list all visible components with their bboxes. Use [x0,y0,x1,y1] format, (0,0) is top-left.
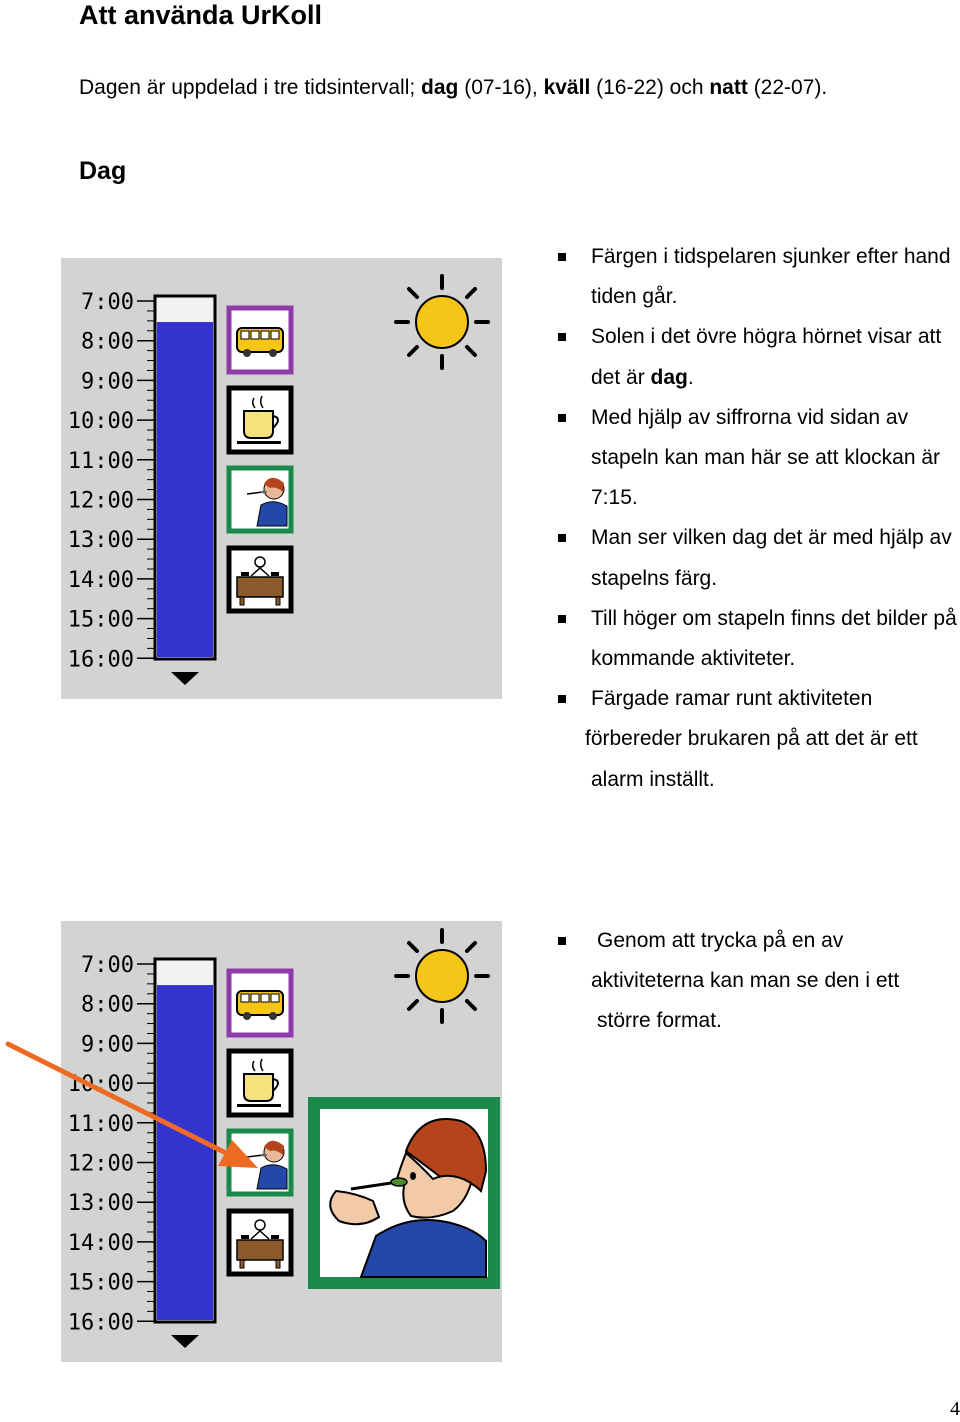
bullet-list-day [556,237,960,800]
activity-desk[interactable] [229,1211,291,1274]
bullet-item: Färgade ramar runt aktiviteten förbereder brukaren på att det är ett alarm inställt. [556,679,960,800]
bus-icon [237,328,283,357]
activity-eating[interactable] [229,468,291,531]
page-number: 4 [950,1398,960,1420]
scroll-down-icon[interactable] [171,672,199,685]
bullet-item: Med hjälp av siffrorna vid sidan av stapeln kan man här se att klockan är 7:15. [556,398,960,519]
urkoll-screen-day [61,258,502,699]
hour-label: 13:00 [67,528,134,554]
hour-label: 16:00 [67,647,134,673]
bullet-item: Färgen i tidspelaren sjunker efter hand tiden går. [556,237,960,317]
hour-label: 15:00 [67,1270,134,1296]
intro-text: Dagen är uppdelad i tre tidsintervall; dag (07-16), kväll (16-22) och natt (22-07). [79,76,828,99]
bullet-item: Genom att trycka på en av aktiviteterna kan man se den i ett större format. [556,921,956,1042]
activity-coffee[interactable] [229,388,291,452]
hour-label: 13:00 [67,1191,134,1217]
bus-icon [237,991,283,1020]
hour-label: 15:00 [67,607,134,633]
hour-label: 16:00 [67,1310,134,1336]
term-dag: dag [421,76,459,99]
hour-label: 14:00 [67,567,134,593]
term-natt: natt [709,76,748,99]
section-title-dag: Dag [79,157,127,185]
hour-label: 7:00 [81,290,134,315]
sun-icon [396,930,488,1022]
hour-label: 7:00 [81,953,134,978]
activity-desk[interactable] [229,548,291,611]
bullet-list-enlarge [556,921,956,1042]
hour-ticks [137,301,155,658]
bullet-item: Man ser vilken dag det är med hjälp av stapelns färg. [556,518,960,598]
hour-label: 11:00 [67,448,134,474]
hour-label: 10:00 [67,409,134,435]
hour-label: 9:00 [81,369,134,395]
sun-icon [396,276,488,368]
hour-label: 11:00 [67,1111,134,1137]
hour-label: 12:00 [67,1151,134,1177]
time-bar-fill [157,322,213,657]
hour-label: 10:00 [67,1072,134,1098]
hour-labels [68,290,134,672]
time-bar [155,296,215,659]
hour-label: 12:00 [67,488,134,514]
activity-bus[interactable] [229,308,291,372]
bullet-item: Solen i det övre högra hörnet visar att det är dag. [556,317,960,397]
term-kvall: kväll [543,76,591,99]
activity-bus[interactable] [229,971,291,1035]
page-title: Att använda UrKoll [79,0,323,30]
pointer-arrow [0,1030,300,1210]
hour-label: 8:00 [81,329,134,355]
hour-label: 14:00 [67,1230,134,1256]
hour-label: 9:00 [81,1032,134,1058]
scroll-down-icon[interactable] [171,1335,199,1348]
bullet-item: Till höger om stapeln finns det bilder på kommande aktiviteter. [556,599,960,679]
enlarged-activity-eating[interactable] [314,1103,494,1283]
hour-label: 8:00 [81,992,134,1018]
